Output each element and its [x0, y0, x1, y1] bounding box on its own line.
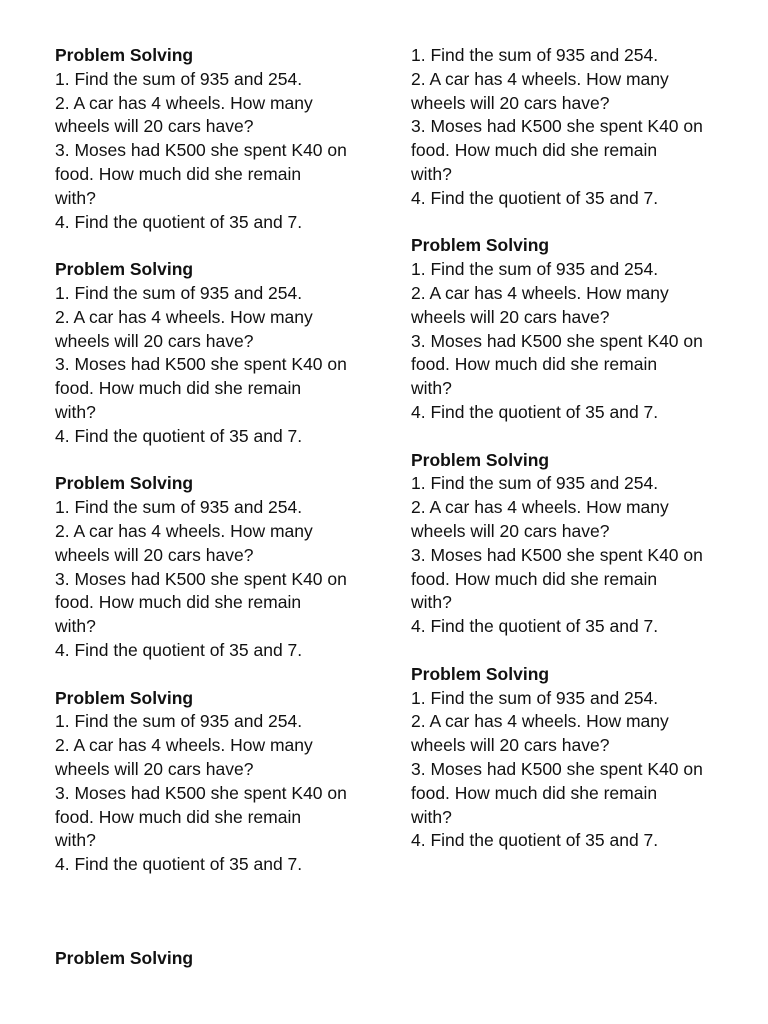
question-line: 4. Find the quotient of 35 and 7. — [55, 425, 303, 446]
question-line: food. How much did she remain — [411, 354, 658, 375]
question-line: 2. A car has 4 wheels. How many — [55, 92, 313, 113]
question-line: wheels will 20 cars have? — [55, 116, 254, 137]
question-line: 3. Moses had K500 she spent K40 on — [55, 354, 347, 375]
question-line: 2. A car has 4 wheels. How many — [55, 306, 313, 327]
question-line: food. How much did she remain — [55, 806, 302, 827]
block-heading: Problem Solving — [411, 449, 550, 470]
question-line: 1. Find the sum of 935 and 254. — [411, 259, 659, 280]
question-line: with? — [411, 806, 452, 827]
question-line: wheels will 20 cars have? — [411, 520, 610, 541]
question-line: wheels will 20 cars have? — [411, 306, 610, 327]
question-line: food. How much did she remain — [55, 163, 302, 184]
question-line: food. How much did she remain — [411, 568, 658, 589]
question-line: 3. Moses had K500 she spent K40 on — [411, 758, 703, 779]
question-line: with? — [55, 187, 96, 208]
question-line: 4. Find the quotient of 35 and 7. — [55, 854, 303, 875]
question-line: 3. Moses had K500 she spent K40 on — [55, 568, 347, 589]
question-line: 3. Moses had K500 she spent K40 on — [411, 116, 703, 137]
block-heading: Problem Solving — [411, 663, 550, 684]
problem-block — [55, 258, 385, 448]
question-line: wheels will 20 cars have? — [55, 758, 254, 779]
question-line: 3. Moses had K500 she spent K40 on — [55, 782, 347, 803]
question-line: wheels will 20 cars have? — [55, 544, 254, 565]
question-line: food. How much did she remain — [411, 782, 658, 803]
right-column — [411, 44, 741, 853]
question-line: 2. A car has 4 wheels. How many — [411, 711, 669, 732]
question-line: 4. Find the quotient of 35 and 7. — [411, 187, 659, 208]
question-line: wheels will 20 cars have? — [55, 330, 254, 351]
question-line: with? — [55, 401, 96, 422]
question-line: with? — [411, 592, 452, 613]
question-line: 4. Find the quotient of 35 and 7. — [411, 401, 659, 422]
question-line: wheels will 20 cars have? — [411, 92, 610, 113]
left-column — [55, 44, 385, 877]
block-heading: Problem Solving — [55, 45, 194, 65]
question-line: wheels will 20 cars have? — [411, 735, 610, 756]
question-line: 3. Moses had K500 she spent K40 on — [55, 140, 347, 161]
problem-block — [411, 663, 741, 853]
question-line: food. How much did she remain — [55, 378, 302, 399]
question-line: 1. Find the sum of 935 and 254. — [55, 68, 303, 89]
question-line: 4. Find the quotient of 35 and 7. — [411, 830, 659, 851]
problem-block — [55, 44, 385, 234]
block-heading: Problem Solving — [55, 259, 194, 280]
problem-block — [55, 687, 385, 877]
block-heading: Problem Solving — [55, 473, 194, 494]
block-heading-bottom: Problem Solving — [55, 948, 194, 968]
question-line: with? — [55, 830, 96, 851]
problem-block-continued — [411, 44, 741, 211]
question-line: 3. Moses had K500 she spent K40 on — [411, 544, 703, 565]
question-line: 3. Moses had K500 she spent K40 on — [411, 330, 703, 351]
question-line: 1. Find the sum of 935 and 254. — [411, 45, 659, 65]
problem-block — [411, 234, 741, 424]
question-line: 4. Find the quotient of 35 and 7. — [55, 639, 303, 660]
question-line: 4. Find the quotient of 35 and 7. — [55, 211, 303, 232]
problem-block — [55, 472, 385, 662]
question-line: 1. Find the sum of 935 and 254. — [411, 473, 659, 494]
question-line: with? — [411, 163, 452, 184]
question-line: 1. Find the sum of 935 and 254. — [55, 282, 303, 303]
question-line: 2. A car has 4 wheels. How many — [411, 68, 669, 89]
question-line: 2. A car has 4 wheels. How many — [411, 497, 669, 518]
question-line: 2. A car has 4 wheels. How many — [411, 282, 669, 303]
question-line: 2. A car has 4 wheels. How many — [55, 735, 313, 756]
question-line: 2. A car has 4 wheels. How many — [55, 520, 313, 541]
question-line: 1. Find the sum of 935 and 254. — [411, 687, 659, 708]
question-line: food. How much did she remain — [411, 140, 658, 161]
problem-block — [411, 449, 741, 639]
question-line: with? — [411, 378, 452, 399]
question-line: food. How much did she remain — [55, 592, 302, 613]
question-line: 4. Find the quotient of 35 and 7. — [411, 616, 659, 637]
block-heading: Problem Solving — [411, 235, 550, 256]
question-line: with? — [55, 616, 96, 637]
question-line: 1. Find the sum of 935 and 254. — [55, 497, 303, 518]
question-line: 1. Find the sum of 935 and 254. — [55, 711, 303, 732]
block-heading: Problem Solving — [55, 687, 194, 708]
